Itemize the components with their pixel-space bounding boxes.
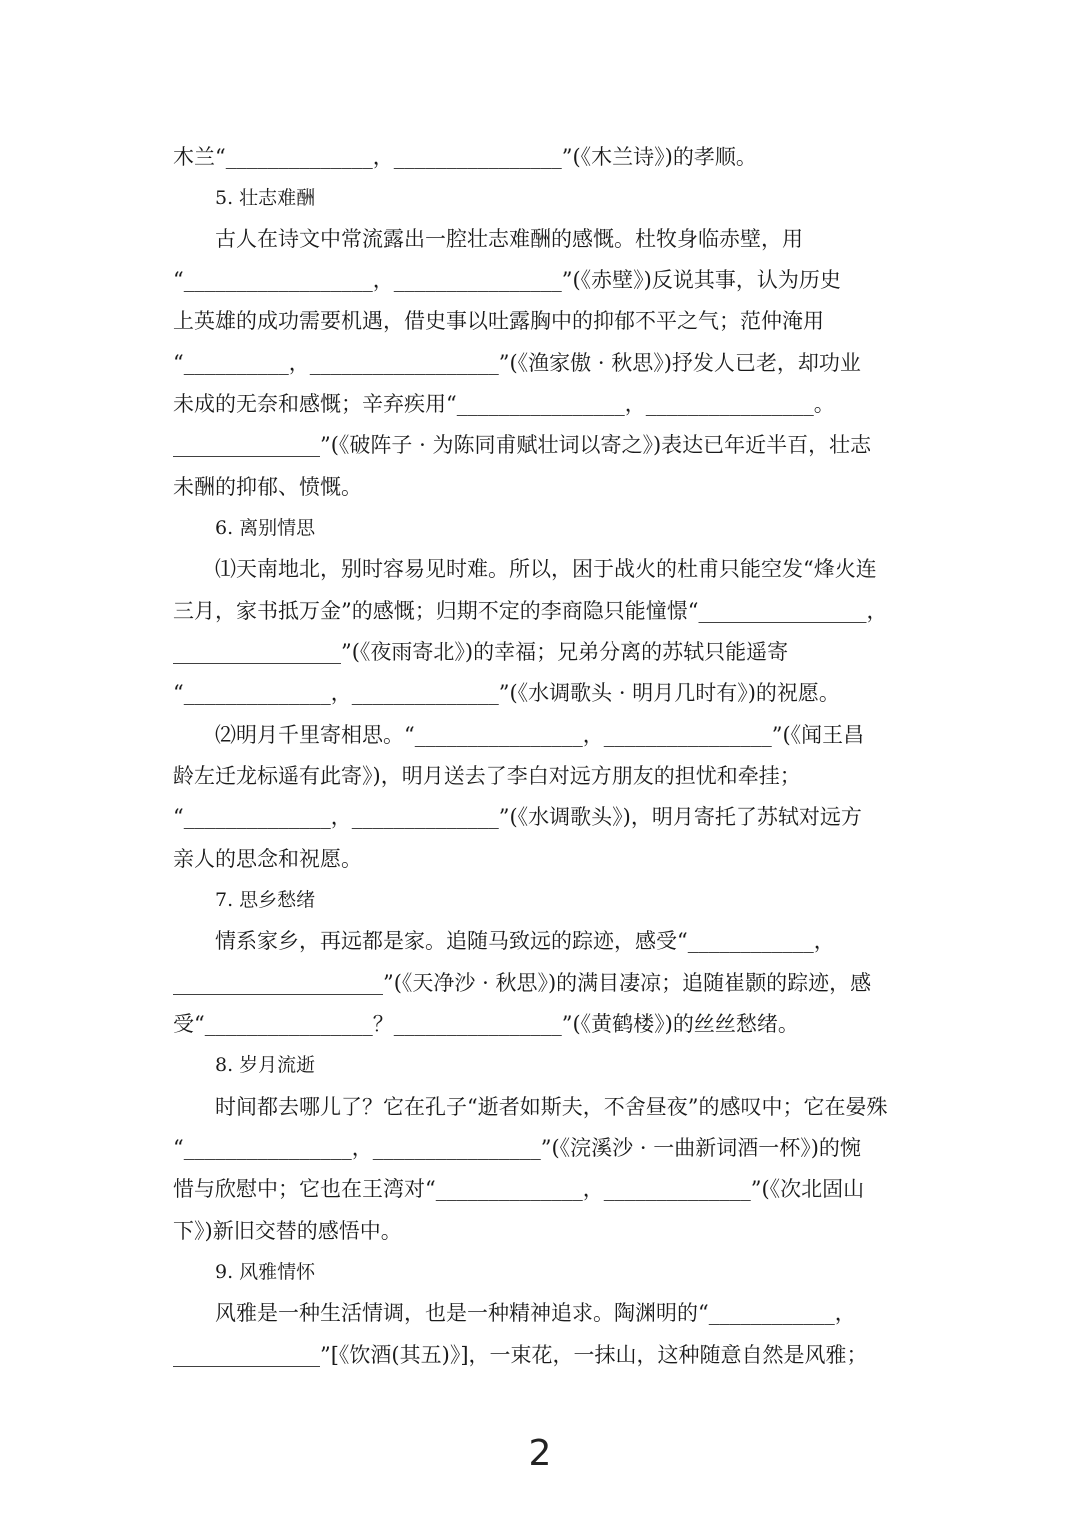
text-line: 受“________________？________________”(《黄鹤楼》)的丝丝愁绪。 [173,1012,799,1036]
page-number: 2 [528,1433,552,1474]
text-line: 时间都去哪儿了？它在孔子“逝者如斯夫，不舍昼夜”的感叹中；它在晏殊 [215,1095,888,1119]
text-line: 木兰“______________，________________”(《木兰诗》)的孝顺。 [173,145,757,169]
section-heading-5: 5. 壮志难酬 [215,187,316,209]
text-line: ⑵明月千里寄相思。“________________，________________”(《闻王昌 [215,723,865,747]
section-heading-8: 8. 岁月流逝 [215,1054,316,1076]
text-line: 亲人的思念和祝愿。 [173,847,362,871]
text-line: “______________，______________”(《水调歌头》)，明月寄托了苏轼对远方 [173,805,862,829]
text-line: 风雅是一种生活情调，也是一种精神追求。陶渊明的“____________， [215,1301,856,1325]
text-line: 情系家乡，再远都是家。追随马致远的踪迹，感受“____________， [215,929,835,953]
text-line: “__________________，________________”(《赤壁》)反说其事，认为历史 [173,268,841,292]
text-line: ____________________”(《天净沙 · 秋思》)的满目凄凉；追随崔颢的踪迹，感 [173,971,872,995]
text-line: ______________”(《破阵子 · 为陈同甫赋壮词以寄之》)表达已年近半百，壮志 [173,433,872,457]
text-line: 龄左迁龙标遥有此寄》)，明月送去了李白对远方朋友的担忧和牵挂； [173,764,801,788]
text-line: 未成的无奈和感慨；辛弃疾用“________________，________________。 [173,392,835,416]
text-line: “________________，________________”(《浣溪沙 · 一曲新词酒一杯》)的惋 [173,1136,861,1160]
text-line: ______________”[《饮酒(其五)》]，一束花，一抹山，这种随意自然是风雅； [173,1343,868,1367]
text-line: 三月，家书抵万金”的感慨；归期不定的李商隐只能憧憬“________________， [173,599,888,623]
text-line: ________________”(《夜雨寄北》)的幸福；兄弟分离的苏轼只能遥寄 [173,640,789,664]
text-line: 下》)新旧交替的感悟中。 [173,1219,402,1243]
text-line: 惜与欣慰中；它也在王湾对“______________，______________”(《次北固山 [173,1177,865,1201]
text-line: ⑴天南地北，别时容易见时难。所以，困于战火的杜甫只能空发“烽火连 [215,557,877,581]
text-line: “______________，______________”(《水调歌头 · 明月几时有》)的祝愿。 [173,681,840,705]
section-heading-6: 6. 离别情思 [215,517,316,539]
text-line: 古人在诗文中常流露出一腔壮志难酬的感慨。杜牧身临赤壁，用 [215,227,803,251]
section-heading-9: 9. 风雅情怀 [215,1261,316,1283]
text-line: 未酬的抑郁、愤慨。 [173,475,362,499]
section-heading-7: 7. 思乡愁绪 [215,889,316,911]
text-line: 上英雄的成功需要机遇，借史事以吐露胸中的抑郁不平之气；范仲淹用 [173,309,824,333]
text-line: “__________，__________________”(《渔家傲 · 秋思》)抒发人已老，却功业 [173,351,861,375]
